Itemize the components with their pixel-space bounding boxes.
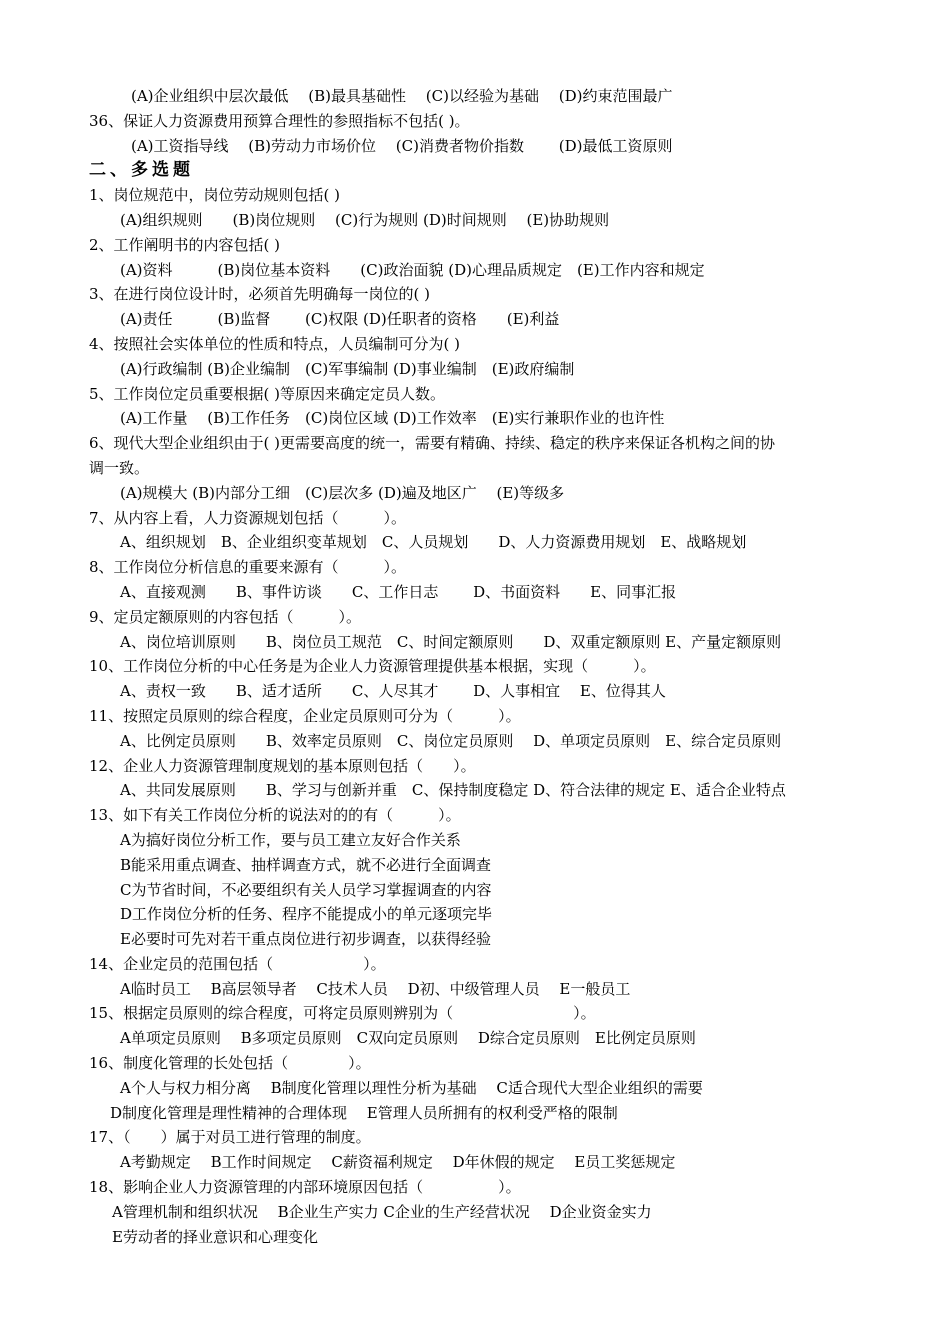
option-line: A、直接观测 B、事件访谈 C、工作日志 D、书面资料 E、同事汇报 bbox=[120, 582, 677, 601]
option-line: D制度化管理是理性精神的合理体现 E管理人员所拥有的权利受严格的限制 bbox=[110, 1103, 618, 1122]
option-line: A单项定员原则 B多项定员原则 C双向定员原则 D综合定员原则 E比例定员原则 bbox=[120, 1029, 696, 1048]
question-line: 36、保证人力资源费用预算合理性的参照指标不包括( )。 bbox=[89, 111, 470, 130]
option-line: A、比例定员原则 B、效率定员原则 C、岗位定员原则 D、单项定员原则 E、综合定员原则 bbox=[120, 731, 782, 750]
option-line: C为节省时间，不必要组织有关人员学习掌握调查的内容 bbox=[120, 880, 492, 899]
option-line: A、组织规划 B、企业组织变革规划 C、人员规划 D、人力资源费用规划 E、战略规划 bbox=[120, 533, 747, 552]
question-line: 4、按照社会实体单位的性质和特点，人员编制可分为( ) bbox=[89, 334, 461, 353]
question-line: 15、根据定员原则的综合程度，可将定员原则辨别为（ ）。 bbox=[89, 1004, 596, 1023]
question-line: 12、企业人力资源管理制度规划的基本原则包括（ ）。 bbox=[89, 756, 476, 775]
option-line: B能采用重点调查、抽样调查方式，就不必进行全面调查 bbox=[120, 855, 492, 874]
option-line: (A)行政编制 (B)企业编制 (C)军事编制 (D)事业编制 (E)政府编制 bbox=[120, 359, 575, 378]
option-line: E劳动者的择业意识和心理变化 bbox=[112, 1227, 318, 1246]
question-line: 1、岗位规范中，岗位劳动规则包括( ) bbox=[89, 186, 341, 205]
document-page bbox=[0, 84, 950, 1249]
question-line: 8、工作岗位分析信息的重要来源有（ ）。 bbox=[89, 558, 407, 577]
question-line: 18、影响企业人力资源管理的内部环境原因包括（ ）。 bbox=[89, 1178, 521, 1197]
question-line: 6、现代大型企业组织由于( )更需要高度的统一，需要有精确、持续、稳定的秩序来保证各机构之间的协 bbox=[89, 434, 776, 453]
question-line: 16、制度化管理的长处包括（ ）。 bbox=[89, 1054, 371, 1073]
option-line: E必要时可先对若干重点岗位进行初步调查，以获得经验 bbox=[120, 930, 491, 949]
question-line: 11、按照定员原则的综合程度，企业定员原则可分为（ ）。 bbox=[89, 706, 521, 725]
option-line: (A)规模大 (B)内部分工细 (C)层次多 (D)遍及地区广 (E)等级多 bbox=[120, 483, 565, 502]
option-line: A管理机制和组织状况 B企业生产实力 C企业的生产经营状况 D企业资金实力 bbox=[112, 1202, 652, 1221]
question-line: 2、工作阐明书的内容包括( ) bbox=[89, 235, 281, 254]
question-line: 5、工作岗位定员重要根据( )等原因来确定定员人数。 bbox=[89, 384, 446, 403]
option-line: A临时员工 B高层领导者 C技术人员 D初、中级管理人员 E一般员工 bbox=[120, 979, 631, 998]
option-line: (A)工资指导线 (B)劳动力市场价位 (C)消费者物价指数 (D)最低工资原则 bbox=[131, 136, 673, 155]
question-line: 调一致。 bbox=[89, 458, 150, 477]
option-line: (A)工作量 (B)工作任务 (C)岗位区域 (D)工作效率 (E)实行兼职作业的也许性 bbox=[120, 409, 665, 428]
option-line: (A)资料 (B)岗位基本资料 (C)政治面貌 (D)心理品质规定 (E)工作内容和规定 bbox=[120, 260, 705, 279]
question-line: 17、（ ）属于对员工进行管理的制度。 bbox=[89, 1128, 371, 1147]
question-line: 7、从内容上看，人力资源规划包括（ ）。 bbox=[89, 508, 407, 527]
option-line: A为搞好岗位分析工作，要与员工建立友好合作关系 bbox=[120, 830, 461, 849]
option-line: (A)组织规则 (B)岗位规则 (C)行为规则 (D)时间规则 (E)协助规则 bbox=[120, 210, 610, 229]
option-line: A、岗位培训原则 B、岗位员工规范 C、时间定额原则 D、双重定额原则 E、产量定额原则 bbox=[120, 632, 782, 651]
question-line: 3、在进行岗位设计时，必须首先明确每一岗位的( ) bbox=[89, 285, 431, 304]
option-line: (A)责任 (B)监督 (C)权限 (D)任职者的资格 (E)利益 bbox=[120, 310, 560, 329]
question-line: 13、如下有关工作岗位分析的说法对的的有（ ）。 bbox=[89, 806, 461, 825]
question-line: 14、企业定员的范围包括（ ）。 bbox=[89, 954, 386, 973]
option-line: (A)企业组织中层次最低 (B)最具基础性 (C)以经验为基础 (D)约束范围最广 bbox=[131, 87, 673, 105]
section-heading: 二、多选题 bbox=[89, 160, 194, 181]
option-line: A、责权一致 B、适才适所 C、人尽其才 D、人事相宜 E、位得其人 bbox=[120, 682, 666, 701]
option-line: A、共同发展原则 B、学习与创新并重 C、保持制度稳定 D、符合法律的规定 E、适合企业特点 bbox=[120, 781, 786, 800]
question-line: 9、定员定额原则的内容包括（ ）。 bbox=[89, 607, 362, 626]
option-line: A考勤规定 B工作时间规定 C薪资福利规定 D年休假的规定 E员工奖惩规定 bbox=[120, 1153, 676, 1172]
option-line: D工作岗位分析的任务、程序不能提成小的单元逐项完毕 bbox=[120, 905, 493, 924]
question-line: 10、工作岗位分析的中心任务是为企业人力资源管理提供基本根据，实现（ ）。 bbox=[89, 657, 656, 676]
option-line: A个人与权力相分离 B制度化管理以理性分析为基础 C适合现代大型企业组织的需要 bbox=[120, 1078, 703, 1097]
